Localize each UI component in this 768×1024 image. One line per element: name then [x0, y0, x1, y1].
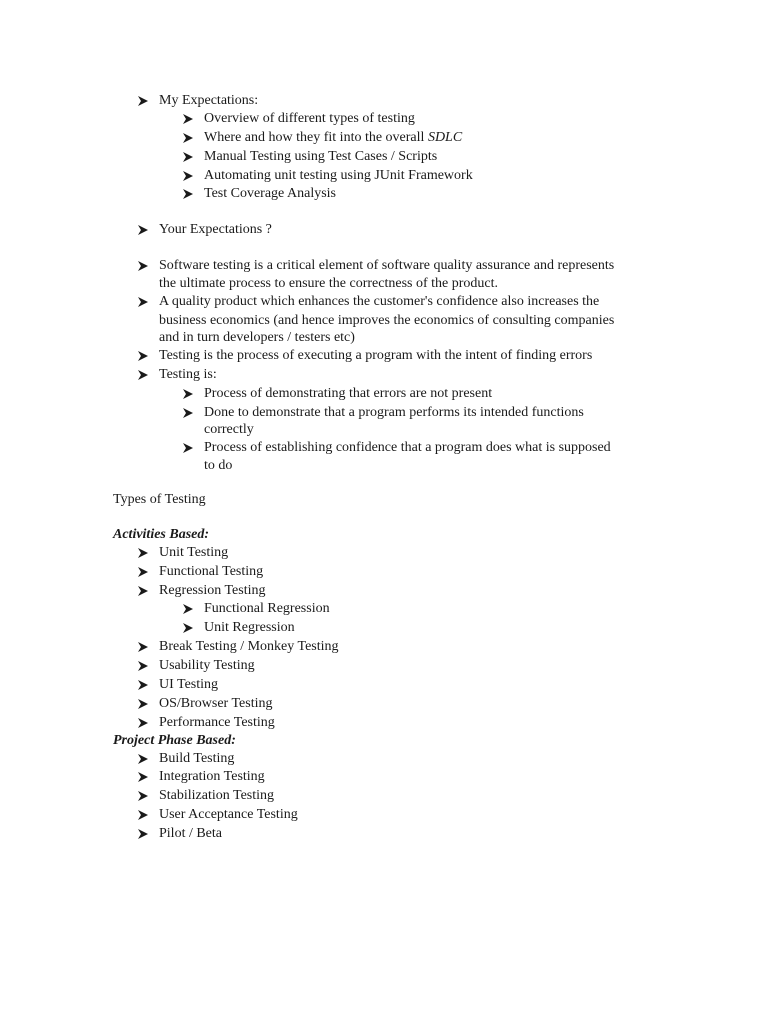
- arrow-bullet-icon: [137, 544, 151, 562]
- list-item: Manual Testing using Test Cases / Scripts: [204, 149, 438, 164]
- section-heading: Types of Testing: [113, 492, 206, 507]
- arrow-bullet-icon: [182, 404, 196, 422]
- subsection-heading: Activities Based:: [113, 527, 210, 542]
- list-item: Test Coverage Analysis: [204, 186, 336, 201]
- list-item: Process of demonstrating that errors are not present: [204, 386, 493, 401]
- list-item: Build Testing: [159, 751, 235, 766]
- arrow-bullet-icon: [137, 750, 151, 768]
- arrow-bullet-icon: [137, 293, 151, 311]
- arrow-bullet-icon: [137, 366, 151, 384]
- arrow-bullet-icon: [137, 806, 151, 824]
- arrow-bullet-icon: [182, 185, 196, 203]
- arrow-bullet-icon: [137, 563, 151, 581]
- arrow-bullet-icon: [182, 129, 196, 147]
- arrow-bullet-icon: [137, 825, 151, 843]
- list-item: User Acceptance Testing: [159, 807, 298, 822]
- paragraph-line: and in turn developers / testers etc): [159, 330, 355, 345]
- paragraph-line: Software testing is a critical element of software quality assurance and represents: [159, 258, 615, 273]
- paragraph-line: Testing is the process of executing a program with the intent of finding errors: [159, 348, 593, 363]
- arrow-bullet-icon: [137, 768, 151, 786]
- list-item: Your Expectations ?: [159, 222, 272, 237]
- list-item: Break Testing / Monkey Testing: [159, 639, 339, 654]
- arrow-bullet-icon: [137, 657, 151, 675]
- arrow-bullet-icon: [137, 92, 151, 110]
- list-item: My Expectations:: [159, 93, 259, 108]
- arrow-bullet-icon: [182, 148, 196, 166]
- list-item: Stabilization Testing: [159, 788, 275, 803]
- list-item: Functional Regression: [204, 601, 330, 616]
- list-item-text: Where and how they fit into the overall: [204, 130, 428, 145]
- sdlc-term: SDLC: [427, 130, 463, 145]
- arrow-bullet-icon: [182, 619, 196, 637]
- list-item: OS/Browser Testing: [159, 696, 273, 711]
- list-item: Performance Testing: [159, 715, 275, 730]
- list-item: Overview of different types of testing: [204, 111, 415, 126]
- list-item-continuation: correctly: [204, 422, 254, 437]
- list-item-continuation: to do: [204, 458, 233, 473]
- arrow-bullet-icon: [137, 221, 151, 239]
- list-item: Done to demonstrate that a program performs its intended functions: [204, 405, 584, 420]
- list-item: Automating unit testing using JUnit Framework: [204, 168, 473, 183]
- arrow-bullet-icon: [137, 347, 151, 365]
- list-item: Pilot / Beta: [159, 826, 222, 841]
- list-item: Integration Testing: [159, 769, 265, 784]
- arrow-bullet-icon: [182, 385, 196, 403]
- list-item: Usability Testing: [159, 658, 255, 673]
- arrow-bullet-icon: [137, 582, 151, 600]
- paragraph-line: Testing is:: [159, 367, 217, 382]
- list-item: Unit Regression: [204, 620, 295, 635]
- arrow-bullet-icon: [137, 787, 151, 805]
- arrow-bullet-icon: [137, 695, 151, 713]
- arrow-bullet-icon: [182, 439, 196, 457]
- list-item: Functional Testing: [159, 564, 264, 579]
- list-item: Unit Testing: [159, 545, 229, 560]
- arrow-bullet-icon: [182, 167, 196, 185]
- list-item: [204, 129, 462, 147]
- arrow-bullet-icon: [137, 714, 151, 732]
- list-item: UI Testing: [159, 677, 219, 692]
- list-item: Regression Testing: [159, 583, 266, 598]
- subsection-heading: Project Phase Based:: [113, 733, 236, 748]
- arrow-bullet-icon: [137, 257, 151, 275]
- paragraph-line: business economics (and hence improves the economics of consulting companies: [159, 313, 615, 328]
- list-item: Process of establishing confidence that a program does what is supposed: [204, 440, 611, 455]
- paragraph-line: A quality product which enhances the customer's confidence also increases the: [159, 294, 600, 309]
- arrow-bullet-icon: [137, 638, 151, 656]
- arrow-bullet-icon: [137, 676, 151, 694]
- paragraph-line: the ultimate process to ensure the correctness of the product.: [159, 276, 498, 291]
- arrow-bullet-icon: [182, 600, 196, 618]
- arrow-bullet-icon: [182, 110, 196, 128]
